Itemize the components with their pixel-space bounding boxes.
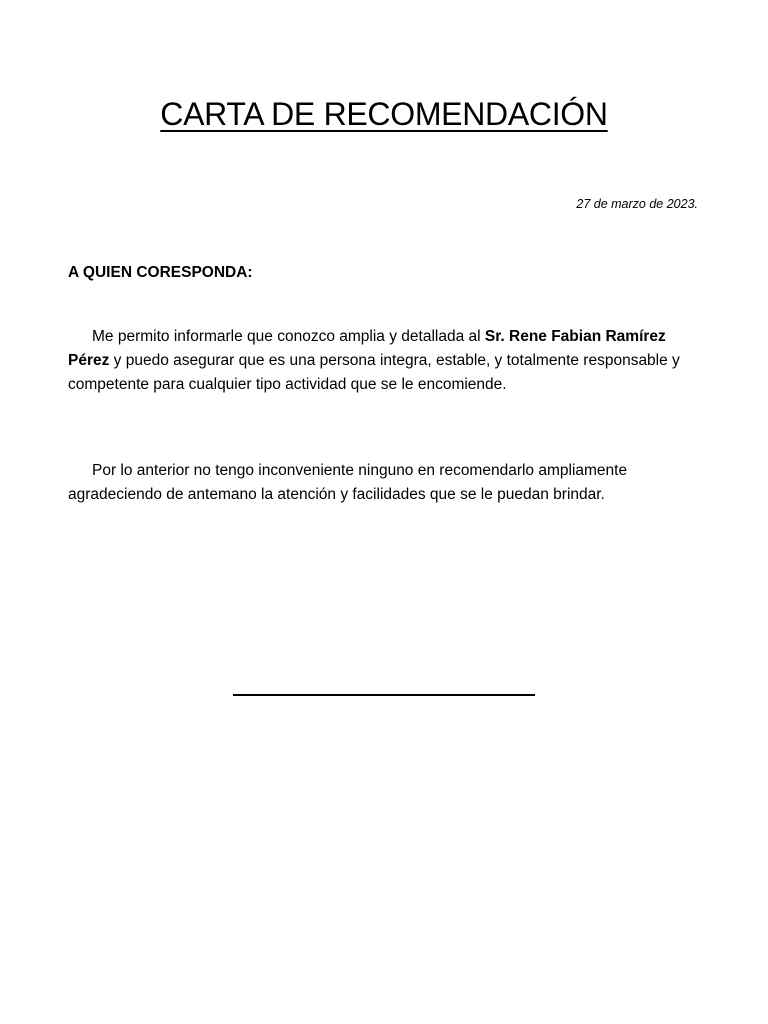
paragraph-1-intro: Me permito informarle que conozco amplia y detallada al [92, 328, 485, 345]
body-paragraph-2: Por lo anterior no tengo inconveniente ninguno en recomendarlo ampliamente agradeciendo de antemano la atención y facilidades que se le puedan brindar. [68, 462, 628, 503]
body-paragraph-1 [68, 325, 708, 397]
signature-line [233, 694, 535, 696]
recommended-person-name: Sr. Rene Fabian Ramírez Pérez [68, 328, 666, 369]
paragraph-1-rest: y puedo asegurar que es una persona integra, estable, y totalmente responsable y competente para cualquier tipo actividad que se le encomiende. [68, 352, 680, 393]
letter-date: 27 de marzo de 2023. [576, 197, 698, 211]
letter-title [0, 92, 768, 136]
letter-title-text: CARTA DE RECOMENDACIÓN [160, 96, 608, 132]
salutation: A QUIEN CORESPONDA: [68, 264, 253, 281]
